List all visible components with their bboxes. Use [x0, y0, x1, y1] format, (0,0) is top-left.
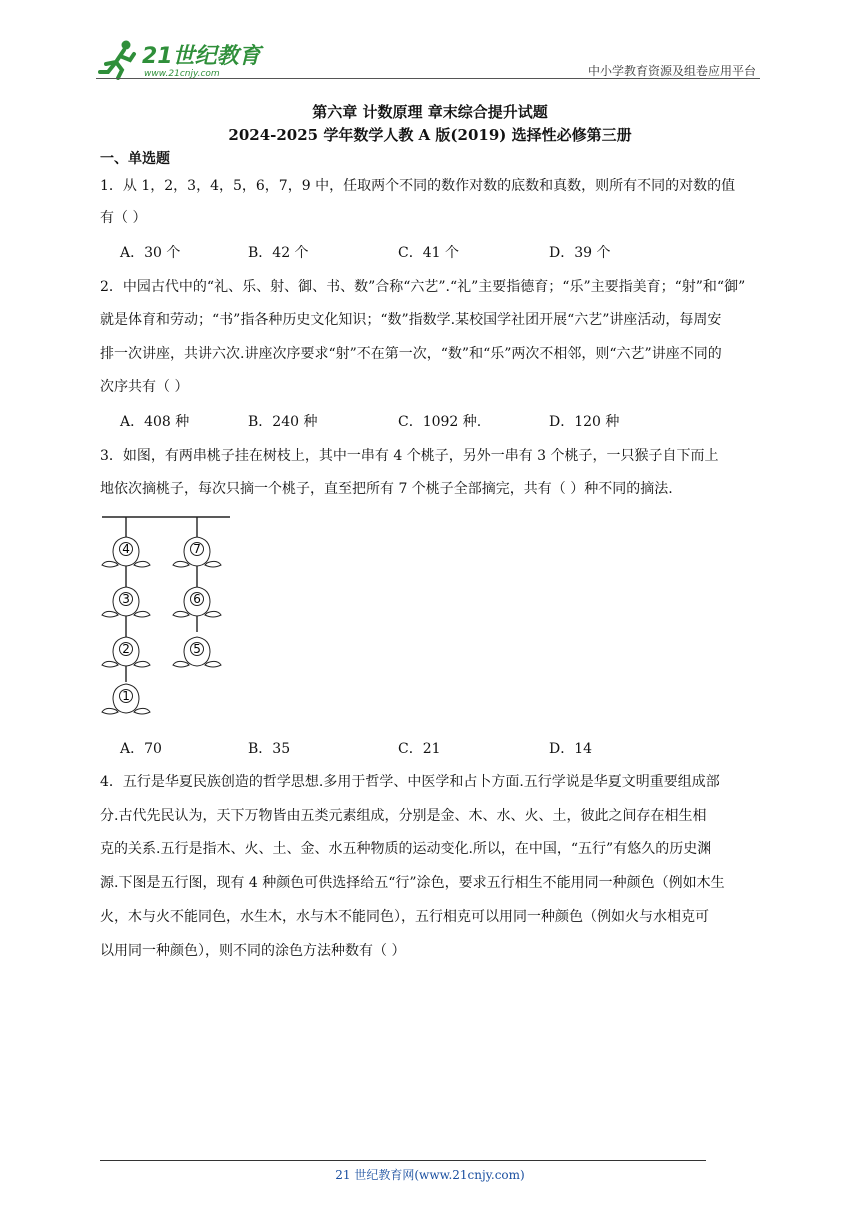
question-3-line: 3．如图，有两串桃子挂在树枝上，其中一串有 4 个桃子，另外一串有 3 个桃子，一只猴子自下而上: [100, 448, 719, 464]
question-2-option-b: B．240 种: [248, 414, 318, 430]
footer-link[interactable]: 21 世纪教育网(www.21cnjy.com): [335, 1168, 525, 1182]
peach-figure: [100, 512, 240, 724]
question-3-option-b: B．35: [248, 741, 291, 757]
question-3-line: 地依次摘桃子，每次只摘一个桃子，直至把所有 7 个桃子全部摘完，共有（ ）种不同的摘法.: [100, 481, 673, 497]
runner-icon: [100, 41, 134, 79]
peach: [102, 637, 150, 667]
peach: [173, 587, 221, 617]
question-1-line: 有（ ）: [100, 210, 147, 226]
site-logo: [96, 36, 266, 80]
question-2-option-d: D．120 种: [549, 414, 620, 430]
question-4-line: 4．五行是华夏民族创造的哲学思想.多用于哲学、中医学和占卜方面.五行学说是华夏文明重要组成部: [100, 774, 720, 790]
peach-number: 4: [122, 542, 130, 556]
peach-number: 5: [193, 642, 201, 656]
peach: [102, 537, 150, 567]
question-3-option-d: D．14: [549, 741, 593, 757]
page-title: 第六章 计数原理 章末综合提升试题: [312, 103, 548, 121]
question-4-line: 以用同一种颜色），则不同的涂色方法种数有（ ）: [100, 943, 406, 959]
question-1-option-b: B．42 个: [248, 245, 309, 261]
peach-number: 2: [122, 642, 130, 656]
logo-text: 21世纪教育: [142, 44, 261, 69]
question-1-option-d: D．39 个: [549, 245, 611, 261]
question-2-line: 就是体育和劳动；“书”指各种历史文化知识；“数”指数学.某校国学社团开展“六艺”讲座活动，每周安: [100, 312, 722, 328]
peach: [173, 637, 221, 667]
header-divider: [96, 78, 760, 79]
peach-number: 6: [193, 592, 201, 606]
question-2-line: 次序共有（ ）: [100, 379, 189, 395]
header-platform-text: 中小学教育资源及组卷应用平台: [587, 64, 756, 78]
logo-subtext: www.21cnjy.com: [144, 69, 220, 79]
question-2-option-a: A．408 种: [120, 414, 190, 430]
question-2-option-c: C．1092 种.: [398, 414, 482, 430]
question-1-option-a: A．30 个: [120, 245, 181, 261]
question-4-line: 分.古代先民认为，天下万物皆由五类元素组成，分别是金、木、水、火、土，彼此之间存在相生相: [100, 808, 707, 824]
peach: [102, 587, 150, 617]
peach: [102, 684, 150, 714]
question-2-line: 排一次讲座，共讲六次.讲座次序要求“射”不在第一次，“数”和“乐”两次不相邻，则“六艺”讲座不同的: [100, 346, 722, 362]
question-3-option-c: C．21: [398, 741, 441, 757]
section-heading: 一、单选题: [100, 151, 170, 167]
peach-number: 7: [193, 542, 201, 556]
peach: [173, 537, 221, 567]
question-1-line: 1．从 1，2，3，4，5，6，7，9 中，任取两个不同的数作对数的底数和真数，则所有不同的对数的值: [100, 178, 736, 194]
question-3-option-a: A．70: [120, 741, 162, 757]
question-4-line: 源.下图是五行图，现有 4 种颜色可供选择给五“行”涂色，要求五行相生不能用同一种颜色（例如木生: [100, 875, 725, 891]
question-2-line: 2．中园古代中的“礼、乐、射、御、书、数”合称“六艺”.“礼”主要指德育；“乐”主要指美育；“射”和“御”: [100, 279, 746, 295]
peach-number: 3: [122, 592, 130, 606]
question-4-line: 克的关系.五行是指木、火、土、金、水五种物质的运动变化.所以，在中国，“五行”有悠久的历史渊: [100, 841, 712, 857]
peach-number: 1: [122, 689, 130, 703]
question-1-option-c: C．41 个: [398, 245, 459, 261]
page-subtitle: 2024-2025 学年数学人教 A 版(2019) 选择性必修第三册: [228, 126, 632, 144]
footer-divider: [100, 1160, 706, 1161]
question-4-line: 火，木与火不能同色，水生木，水与木不能同色），五行相克可以用同一种颜色（例如火与水相克可: [100, 909, 709, 925]
